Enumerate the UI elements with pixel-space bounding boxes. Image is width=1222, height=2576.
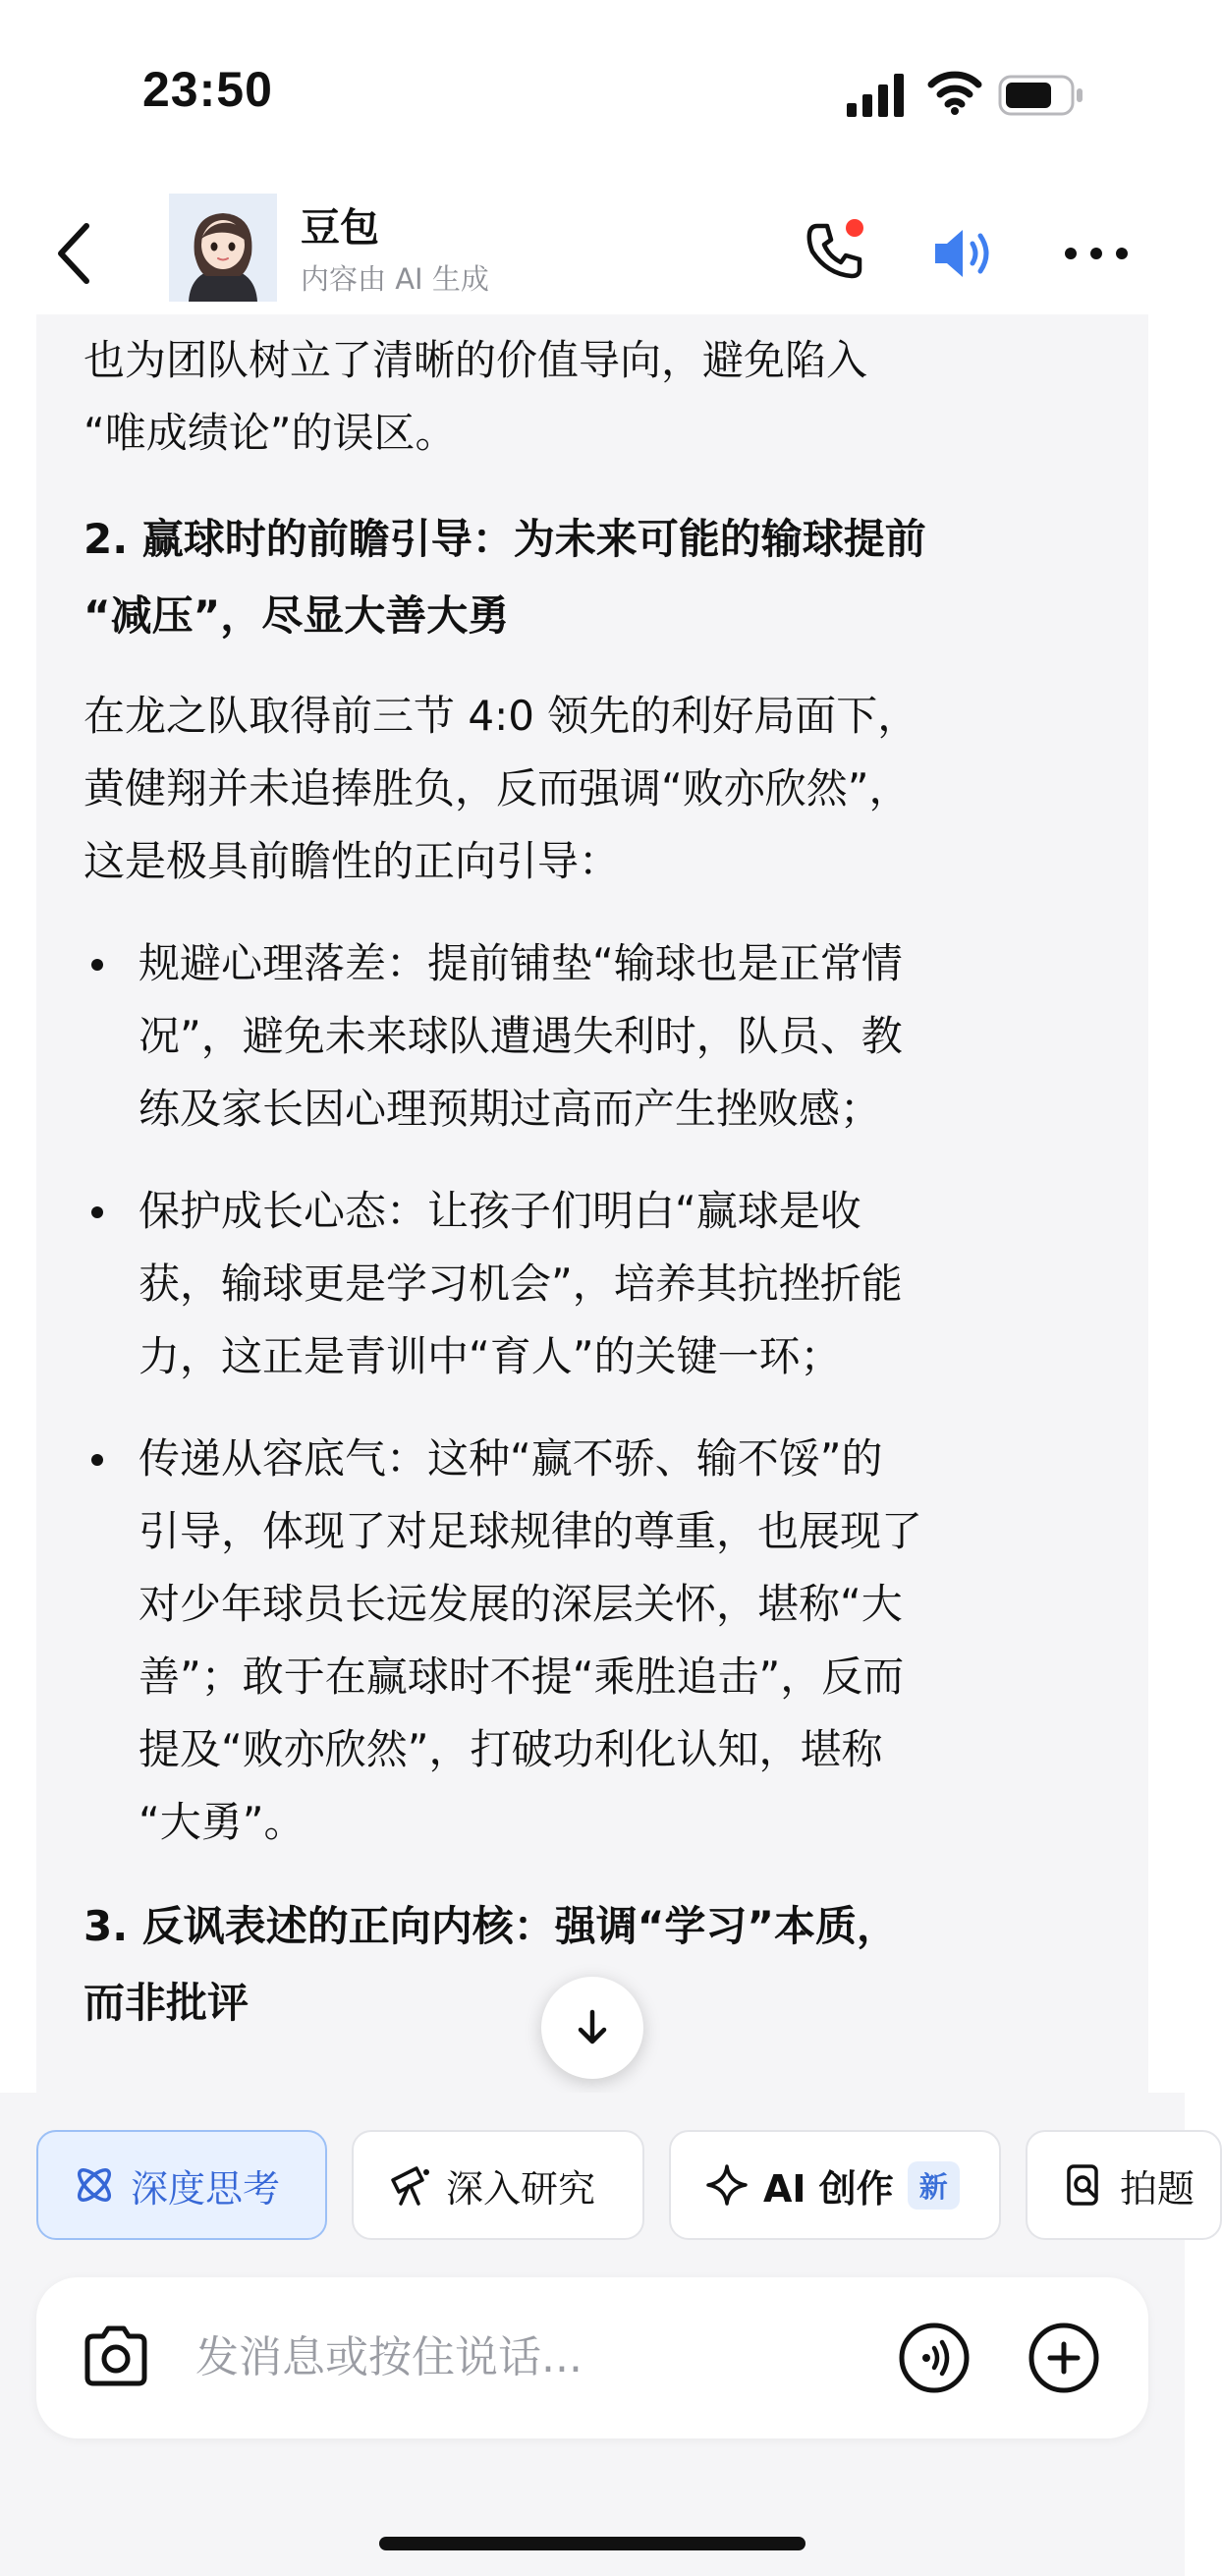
photo-question-chip[interactable]	[1026, 2130, 1222, 2240]
chip-label: 深度思考	[131, 2166, 281, 2211]
text-line: 在龙之队取得前三节 4:0 领先的利好局面下，	[83, 692, 919, 740]
list-item	[83, 1423, 1115, 1859]
heading-line: 而非批评	[83, 1979, 250, 2027]
plus-icon[interactable]	[1027, 2321, 1101, 2395]
phone-icon[interactable]	[798, 214, 872, 289]
feature-chips	[0, 2130, 1195, 2248]
chat-title: 豆包	[301, 205, 379, 251]
message-composer	[36, 2277, 1148, 2438]
message-input[interactable]	[194, 2326, 748, 2387]
message-bubble	[36, 314, 1148, 2093]
status-time: 23:50	[142, 62, 273, 117]
intro-paragraph	[83, 324, 1115, 470]
chip-label: 深入研究	[446, 2166, 596, 2211]
text-line: “大勇”。	[139, 1798, 306, 1846]
deep-research-chip[interactable]	[352, 2130, 644, 2240]
text-line: 这是极具前瞻性的正向引导：	[83, 837, 621, 885]
back-icon[interactable]	[41, 214, 110, 293]
text-line: 提及“败亦欣然”，打破功利化认知，堪称	[139, 1725, 883, 1773]
section-2-heading	[83, 501, 1115, 654]
status-bar	[0, 0, 1185, 187]
cellular-signal-icon	[847, 74, 906, 117]
text-line: 况”，避免未来球队遭遇失利时，队员、教	[139, 1012, 903, 1060]
speaker-icon[interactable]	[927, 216, 1002, 291]
telescope-icon	[387, 2162, 432, 2208]
scroll-to-bottom-button[interactable]	[541, 1977, 643, 2079]
deep-think-chip[interactable]	[36, 2130, 327, 2240]
camera-icon[interactable]	[80, 2323, 152, 2391]
text-line: 获，输球更是学习机会”，培养其抗挫折能	[139, 1260, 903, 1308]
text-line: 引导，体现了对足球规律的尊重，也展现了	[139, 1507, 923, 1555]
chat-subtitle: 内容由 AI 生成	[301, 262, 489, 296]
arrow-down-icon	[571, 2006, 614, 2049]
text-line: 规避心理落差：提前铺垫“输球也是正常情	[139, 939, 903, 987]
section-2-intro	[83, 680, 1115, 898]
text-line: 练及家长因心理预期过高而产生挫败感；	[139, 1085, 882, 1133]
heading-line: 3. 反讽表述的正向内核：强调“学习”本质，	[83, 1902, 899, 1950]
text-line: 黄健翔并未追捧胜负，反而强调“败亦欣然”，	[83, 764, 911, 812]
voice-icon[interactable]	[897, 2321, 972, 2395]
text-line: 对少年球员长远发展的深层关怀，堪称“大	[139, 1580, 903, 1628]
scan-question-icon	[1061, 2162, 1106, 2208]
text-line: 传递从容底气：这种“赢不骄、输不馁”的	[139, 1434, 883, 1483]
bullet-list	[83, 927, 1115, 1859]
ai-create-chip[interactable]	[669, 2130, 1001, 2240]
chat-header	[0, 187, 1185, 314]
list-item	[83, 1175, 1115, 1393]
text-line: 保护成长心态：让孩子们明白“赢球是收	[139, 1187, 861, 1235]
new-badge: 新	[908, 2161, 960, 2210]
text-line: 力，这正是青训中“育人”的关键一环；	[139, 1332, 842, 1380]
text-line: 也为团队树立了清晰的价值导向，避免陷入	[83, 336, 868, 384]
chip-label: 拍题	[1120, 2166, 1195, 2211]
battery-icon	[998, 75, 1084, 116]
avatar[interactable]	[169, 194, 277, 302]
more-icon[interactable]	[1057, 216, 1136, 291]
sparkle-icon	[704, 2162, 750, 2208]
chip-label: AI 创作	[763, 2166, 894, 2211]
atom-icon	[72, 2162, 117, 2208]
composer-area	[0, 2093, 1195, 2576]
text-line: 善”；敢于在赢球时不提“乘胜追击”，反而	[139, 1652, 905, 1701]
list-item	[83, 927, 1115, 1146]
text-line: “唯成绩论”的误区。	[83, 409, 457, 457]
home-indicator[interactable]	[379, 2537, 805, 2550]
heading-line: “减压”，尽显大善大勇	[83, 591, 510, 640]
wifi-icon	[927, 69, 982, 116]
heading-line: 2. 赢球时的前瞻引导：为未来可能的输球提前	[83, 515, 926, 563]
